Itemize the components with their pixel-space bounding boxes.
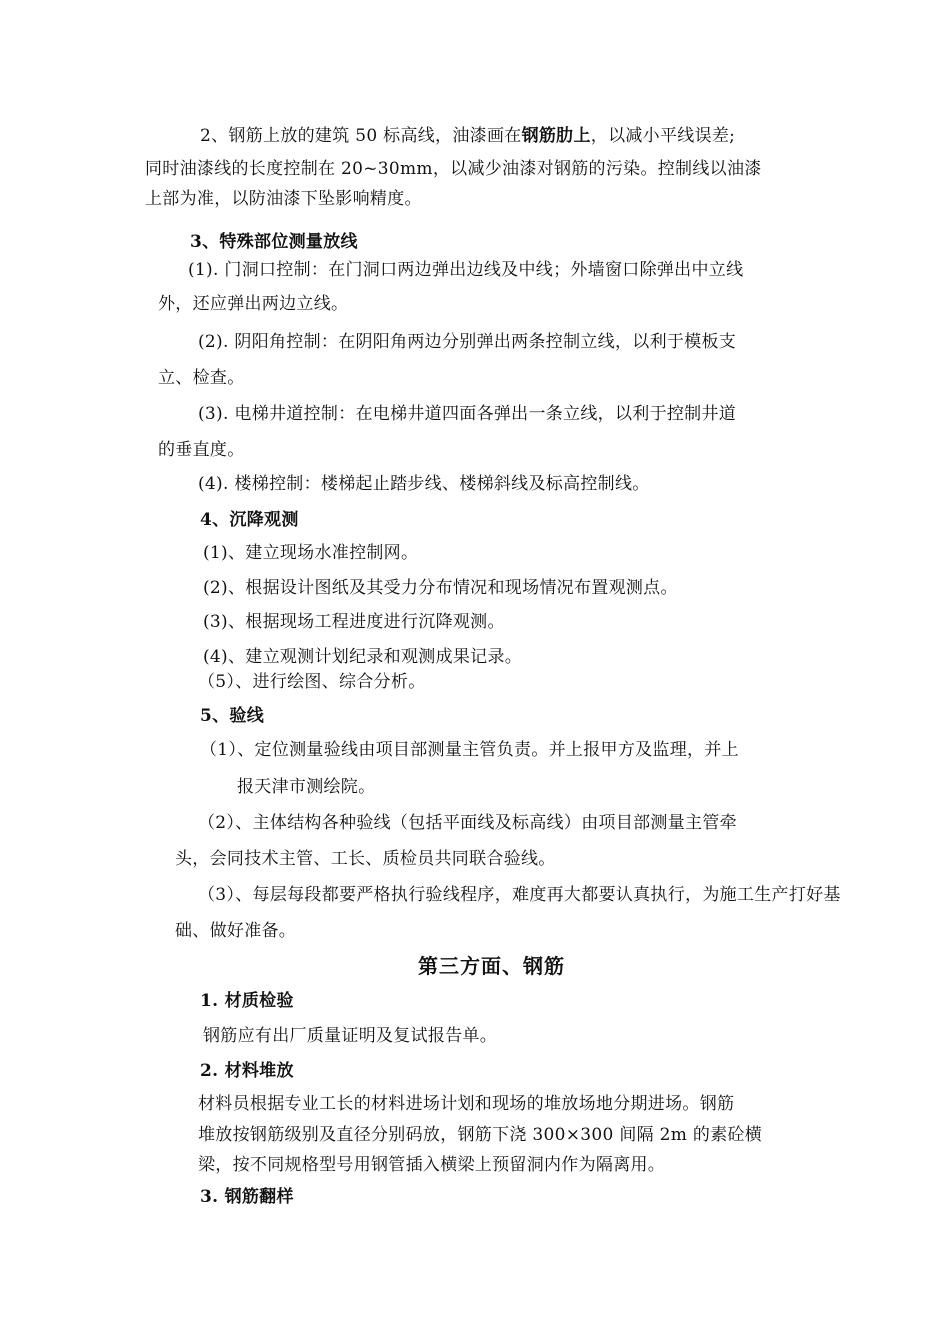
section-4-item-4: (4)、建立观测计划纪录和观测成果记录。 <box>203 647 523 667</box>
chapter-title: 第三方面、钢筋 <box>418 954 565 978</box>
section-3-item-2-line-1: (2). 阴阳角控制：在阴阳角两边分别弹出两条控制立线，以利于模板支 <box>198 332 737 352</box>
section-4-item-2: (2)、根据设计图纸及其受力分布情况和现场情况布置观测点。 <box>203 578 678 598</box>
section-4-item-1: (1)、建立现场水准控制网。 <box>203 543 419 563</box>
section-3-item-4: (4). 楼梯控制：楼梯起止踏步线、楼梯斜线及标高控制线。 <box>198 474 650 494</box>
section-5-item-2-line-1: （2）、主体结构各种验线（包括平面线及标高线）由项目部测量主管牵 <box>198 813 737 833</box>
paragraph-2-line-1-suffix: ，以减小平线误差; <box>590 126 736 146</box>
steel-heading-1: 1. 材质检验 <box>200 991 294 1011</box>
section-5-heading: 5、验线 <box>200 706 265 726</box>
section-3-item-1-line-2: 外，还应弹出两边立线。 <box>158 294 349 314</box>
paragraph-2-line-1-prefix: 2、钢筋上放的建筑 50 标高线，油漆画在 <box>200 126 522 146</box>
section-3-item-2-line-2: 立、检查。 <box>158 368 245 388</box>
steel-heading-3: 3. 钢筋翻样 <box>200 1187 294 1207</box>
section-4-item-3: (3)、根据现场工程进度进行沉降观测。 <box>203 612 505 632</box>
paragraph-2-line-2: 同时油漆线的长度控制在 20~30mm，以减少油漆对钢筋的污染。控制线以油漆 <box>145 159 762 179</box>
steel-heading-2: 2. 材料堆放 <box>200 1061 294 1081</box>
section-5-item-1-line-2: 报天津市测绘院。 <box>237 777 376 797</box>
section-5-item-2-line-2: 头，会同技术主管、工长、质检员共同联合验线。 <box>175 849 556 869</box>
section-3-item-3-line-2: 的垂直度。 <box>158 440 245 460</box>
section-3-heading: 3、特殊部位测量放线 <box>190 232 358 252</box>
paragraph-2-line-3: 上部为准，以防油漆下坠影响精度。 <box>145 189 422 209</box>
paragraph-2-bold-phrase: 钢筋肋上 <box>521 126 591 146</box>
section-4-item-5: （5）、进行绘图、综合分析。 <box>198 672 426 692</box>
section-3-item-1-line-1: (1). 门洞口控制：在门洞口两边弹出边线及中线；外墙窗口除弹出中立线 <box>188 260 744 280</box>
section-5-item-1-line-1: （1）、定位测量验线由项目部测量主管负责。并上报甲方及监理，并上 <box>200 740 739 760</box>
section-5-item-3-line-2: 础、做好准备。 <box>175 921 297 941</box>
steel-paragraph-2-line-2: 堆放按钢筋级别及直径分别码放，钢筋下浇 300×300 间隔 2m 的素砼横 <box>198 1125 763 1145</box>
steel-paragraph-2-line-1: 材料员根据专业工长的材料进场计划和现场的堆放场地分期进场。钢筋 <box>198 1094 735 1114</box>
steel-paragraph-1: 钢筋应有出厂质量证明及复试报告单。 <box>203 1026 498 1046</box>
section-4-heading: 4、沉降观测 <box>200 510 299 530</box>
section-5-item-3-line-1: （3）、每层每段都要严格执行验线程序，难度再大都要认真执行，为施工生产打好基 <box>198 885 841 905</box>
paragraph-2-line-1 <box>200 125 735 147</box>
section-3-item-3-line-1: (3). 电梯井道控制：在电梯井道四面各弹出一条立线，以利于控制井道 <box>198 404 737 424</box>
steel-paragraph-2-line-3: 梁，按不同规格型号用钢管插入横梁上预留洞内作为隔离用。 <box>198 1155 666 1175</box>
